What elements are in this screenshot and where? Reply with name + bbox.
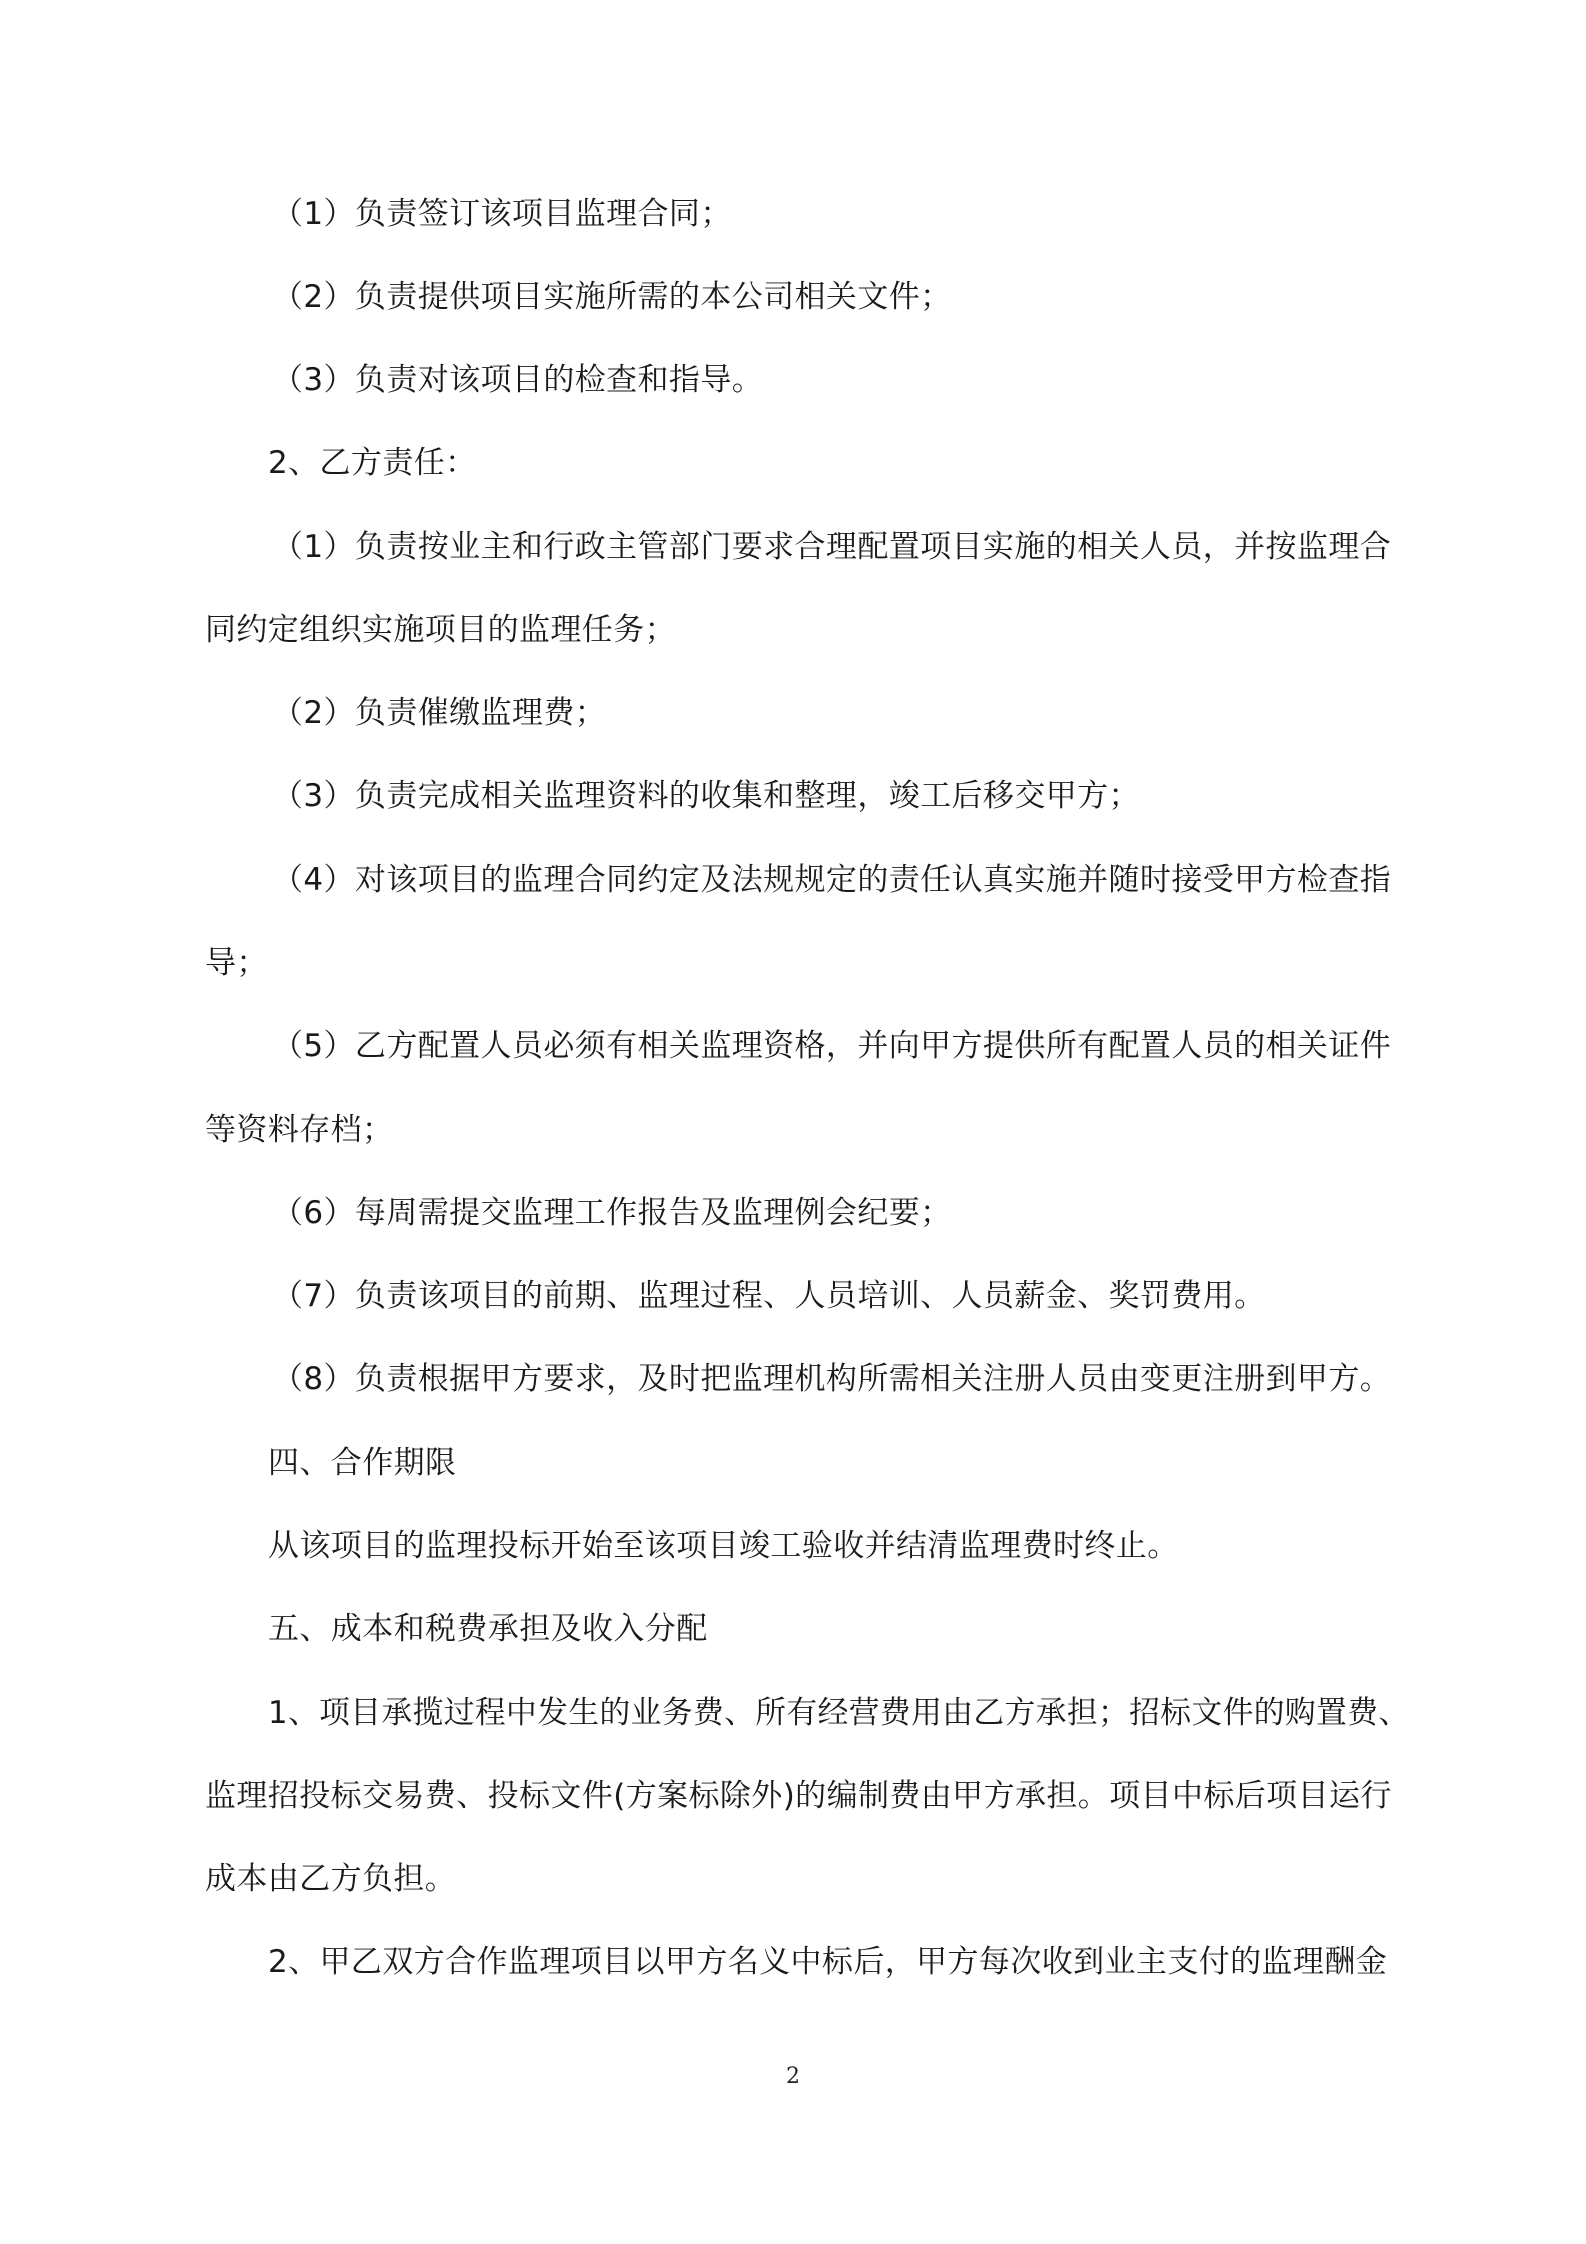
- clause-line: （3）负责完成相关监理资料的收集和整理，竣工后移交甲方；: [272, 778, 1140, 814]
- clause-line: （2）负责提供项目实施所需的本公司相关文件；: [272, 279, 952, 315]
- clause-line: （1）负责签订该项目监理合同；: [272, 196, 732, 232]
- clause-continuation: 导；: [205, 945, 268, 981]
- paragraph-line: 1、项目承揽过程中发生的业务费、所有经营费用由乙方承担；招标文件的购置费、: [268, 1695, 1410, 1731]
- clause-line: （8）负责根据甲方要求，及时把监理机构所需相关注册人员由变更注册到甲方。: [272, 1361, 1392, 1397]
- clause-line: （5）乙方配置人员必须有相关监理资格，并向甲方提供所有配置人员的相关证件: [272, 1028, 1392, 1064]
- clause-line: （6）每周需提交监理工作报告及监理例会纪要；: [272, 1195, 952, 1231]
- clause-line: （1）负责按业主和行政主管部门要求合理配置项目实施的相关人员，并按监理合: [272, 529, 1392, 565]
- clause-line: （3）负责对该项目的检查和指导。: [272, 362, 764, 398]
- paragraph-continuation: 成本由乙方负担。: [205, 1861, 457, 1897]
- clause-line: （7）负责该项目的前期、监理过程、人员培训、人员薪金、奖罚费用。: [272, 1278, 1266, 1314]
- section-heading: 2、乙方责任：: [268, 445, 477, 481]
- section-heading: 四、合作期限: [268, 1445, 457, 1481]
- page-number: 2: [786, 2064, 800, 2089]
- clause-line: （2）负责催缴监理费；: [272, 695, 607, 731]
- clause-line: （4）对该项目的监理合同约定及法规规定的责任认真实施并随时接受甲方检查指: [272, 862, 1392, 898]
- clause-continuation: 同约定组织实施项目的监理任务；: [205, 612, 676, 648]
- paragraph-line: 2、甲乙双方合作监理项目以甲方名义中标后，甲方每次收到业主支付的监理酬金: [268, 1944, 1388, 1980]
- paragraph-continuation: 监理招投标交易费、投标文件(方案标除外)的编制费由甲方承担。项目中标后项目运行: [205, 1778, 1392, 1814]
- section-heading: 五、成本和税费承担及收入分配: [268, 1611, 708, 1647]
- clause-continuation: 等资料存档；: [205, 1112, 394, 1148]
- paragraph-line: 从该项目的监理投标开始至该项目竣工验收并结清监理费时终止。: [268, 1528, 1179, 1564]
